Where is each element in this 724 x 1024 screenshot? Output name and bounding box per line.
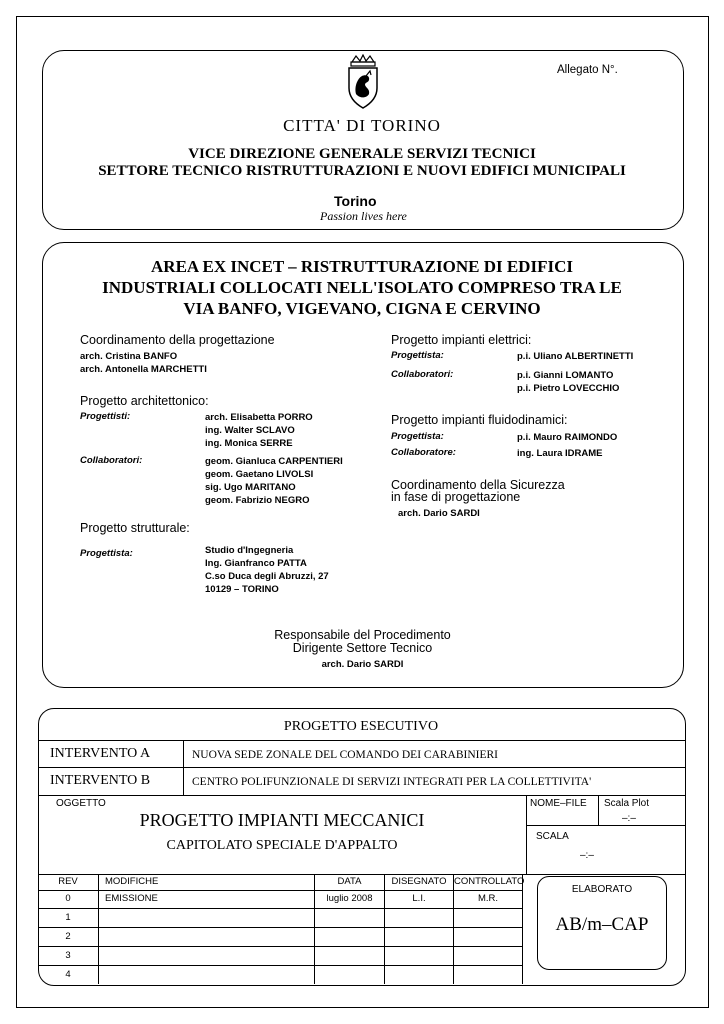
department-line-2: SETTORE TECNICO RISTRUTTURAZIONI E NUOVI EDIFICI MUNICIPALI [98,163,626,179]
revision-date [314,928,384,946]
structural-role: Progettista: [80,548,133,559]
intervention-a-description: NUOVA SEDE ZONALE DEL COMANDO DEI CARABINIERI [192,749,499,761]
revision-table [38,874,525,984]
structural-designer: 10129 – TORINO [205,584,279,595]
architecture-designer: ing. Monica SERRE [205,438,293,449]
drawing-code: AB/m–CAP [555,914,649,935]
title-block-divider [183,740,184,795]
procedure-manager-line-1: Responsabile del Procedimento [274,628,451,642]
revision-change: EMISSIONE [98,891,314,908]
revision-drawn-by: L.I. [384,891,453,908]
title-block-divider [38,795,685,796]
intervention-b-description: CENTRO POLIFUNZIONALE DI SERVIZI INTEGRATI PER LA COLLETTIVITA' [192,776,592,788]
electrical-collaborator: p.i. Gianni LOMANTO [517,370,614,381]
electrical-designer-role: Progettista: [391,350,444,361]
title-block-divider [38,740,685,741]
architecture-label: Progetto architettonico: [80,394,209,408]
title-block-divider [522,874,523,984]
architecture-designers-role: Progettisti: [80,411,131,422]
revision-checked-by [453,909,522,927]
electrical-label: Progetto impianti elettrici: [391,333,532,347]
revision-row [38,947,522,966]
architecture-collaborator: geom. Gianluca CARPENTIERI [205,456,343,467]
city-crest-icon [346,54,380,110]
architecture-designer: ing. Walter SCLAVO [205,425,295,436]
revision-header: DATA [314,874,384,890]
coordination-label: Coordinamento della progettazione [80,333,275,347]
subject-label: OGGETTO [56,798,106,809]
fluid-designer: p.i. Mauro RAIMONDO [517,432,618,443]
revision-change [98,966,314,984]
revision-header: MODIFICHE [98,874,314,890]
revision-checked-by: M.R. [453,891,522,908]
revision-checked-by [453,928,522,946]
subject-title: PROGETTO IMPIANTI MECCANICI [139,810,425,830]
revision-header: DISEGNATO [384,874,453,890]
coordination-name: arch. Antonella MARCHETTI [80,364,207,375]
fluid-collaborator: ing. Laura IDRAME [517,448,603,459]
revision-number: 2 [65,931,71,942]
revision-header: CONTROLLATO [453,874,522,890]
electrical-collaborator: p.i. Pietro LOVECCHIO [517,383,620,394]
fluid-systems-label: Progetto impianti fluidodinamici: [391,413,568,427]
electrical-collaborators-role: Collaboratori: [391,369,454,380]
subject-subtitle: CAPITOLATO SPECIALE D'APPALTO [166,838,398,853]
plot-scale-value: –:– [622,813,636,824]
department-line-1: VICE DIREZIONE GENERALE SERVIZI TECNICI [188,146,536,162]
intervention-b-label: INTERVENTO B [50,773,151,788]
revision-row [38,966,522,984]
architecture-collaborators-role: Collaboratori: [80,455,143,466]
phase-label: PROGETTO ESECUTIVO [283,719,439,734]
revision-row [38,928,522,947]
title-block-divider [38,767,685,768]
fluid-designer-role: Progettista: [391,431,444,442]
intervention-a-label: INTERVENTO A [50,746,151,761]
revision-row [38,909,522,928]
drawing-code-label: ELABORATO [571,884,633,895]
torino-logo-tagline: Passion lives here [320,209,407,223]
plot-scale-label: Scala Plot [604,798,650,809]
revision-number: 4 [65,969,71,980]
revision-date: luglio 2008 [314,891,384,908]
project-title-line-3: VIA BANFO, VIGEVANO, CIGNA E CERVINO [183,299,541,318]
revision-drawn-by [384,947,453,965]
electrical-designer: p.i. Uliano ALBERTINETTI [517,351,634,362]
structural-designer: Studio d'Ingegneria [205,545,294,556]
revision-drawn-by [384,909,453,927]
architecture-designer: arch. Elisabetta PORRO [205,412,313,423]
structural-designer: Ing. Gianfranco PATTA [205,558,307,569]
revision-row [38,891,522,909]
scale-value: –:– [580,850,594,861]
revision-header-row [38,874,525,891]
architecture-collaborator: geom. Fabrizio NEGRO [205,495,310,506]
project-title-line-2: INDUSTRIALI COLLOCATI NELL'ISOLATO COMPRESO TRA LE [102,278,622,297]
structural-label: Progetto strutturale: [80,521,190,535]
procedure-manager-line-2: Dirigente Settore Tecnico [292,641,433,655]
city-name: CITTA' DI TORINO [283,116,441,135]
scale-label: SCALA [536,831,569,842]
architecture-collaborator: sig. Ugo MARITANO [205,482,296,493]
project-title-line-1: AREA EX INCET – RISTRUTTURAZIONE DI EDIFICI [151,257,573,276]
revision-checked-by [453,966,522,984]
architecture-collaborator: geom. Gaetano LIVOLSI [205,469,314,480]
safety-coordinator: arch. Dario SARDI [398,508,480,519]
file-name-label: NOME–FILE [530,798,587,809]
revision-checked-by [453,947,522,965]
coordination-name: arch. Cristina BANFO [80,351,178,362]
revision-number: 1 [65,912,71,923]
allegato-label: Allegato N°. [557,64,618,76]
revision-change [98,928,314,946]
safety-label-line-1: Coordinamento della Sicurezza [391,478,565,492]
fluid-collaborator-role: Collaboratore: [391,447,456,458]
revision-header: REV [58,876,78,887]
revision-date [314,966,384,984]
structural-designer: C.so Duca degli Abruzzi, 27 [205,571,329,582]
revision-change [98,947,314,965]
title-block-divider [598,795,599,825]
torino-logo-text: Torino [334,193,377,209]
revision-drawn-by [384,928,453,946]
revision-date [314,909,384,927]
revision-number: 3 [65,950,71,961]
safety-label-line-2: in fase di progettazione [391,490,521,504]
revision-date [314,947,384,965]
procedure-manager-name: arch. Dario SARDI [321,659,404,670]
revision-number: 0 [65,893,71,904]
revision-drawn-by [384,966,453,984]
revision-change [98,909,314,927]
title-block-divider [526,825,685,826]
title-block-divider [526,795,527,874]
